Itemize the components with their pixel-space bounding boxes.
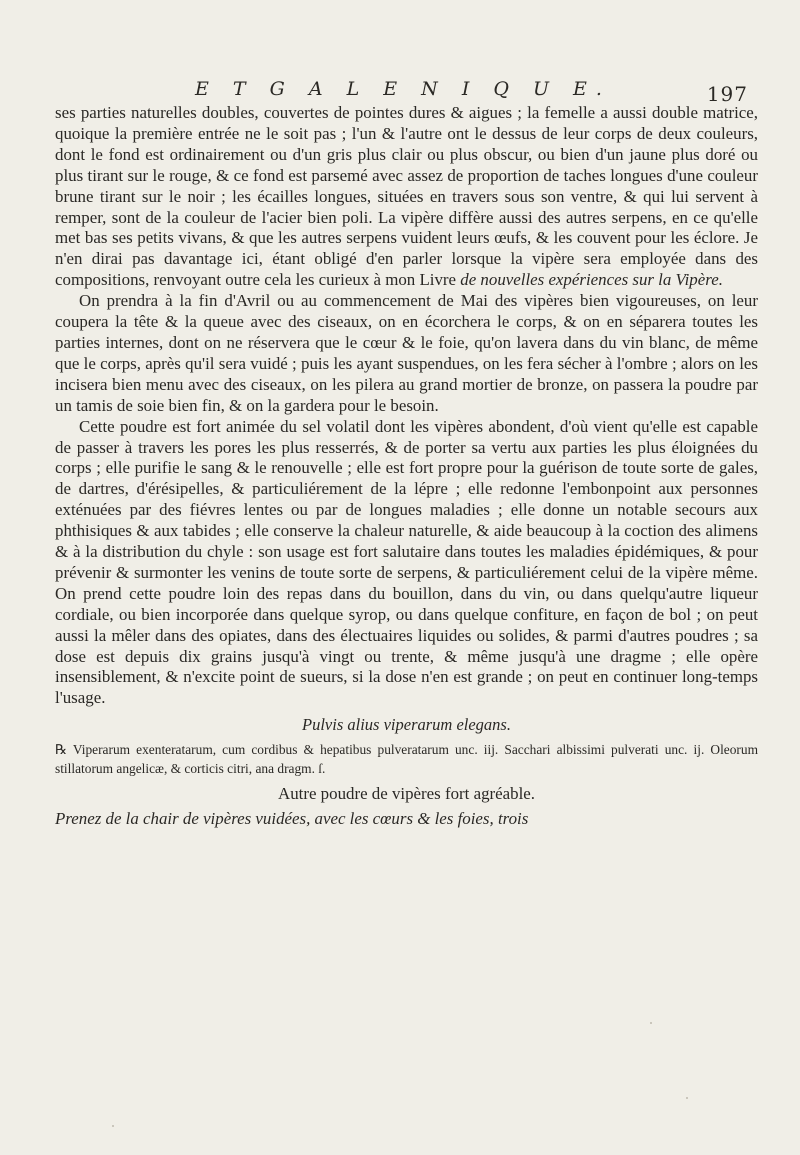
paragraph-text: On prendra à la fin d'Avril ou au commencement de Mai des vipères bien vigoureuses, on leur coupera la tête & la queue avec des ciseaux, on en écorchera le corps, & on en séparera toutes les parties internes, dont on ne réservera que le cœur & le foie, qu'on lavera dans du vin blanc, de même que le corps, après qu'il sera vuidé ; puis les ayant suspendues, on les fera sécher à l'ombre ; alors on les incisera bien menu avec des ciseaux, on les pilera au grand mortier de bronze, on passera la poudre par un tamis de soie bien fin, & on la gardera pour le besoin. [55, 291, 758, 415]
page-number: 197 [706, 82, 748, 106]
latin-recipe: ℞ Viperarum exenteratarum, cum cordibus & hepatibus pulveratarum unc. iij. Sacchari albissimi pulverati unc. ij. Oleorum stillatorum angelicæ, & corticis citri, ana dragm. ſ. [55, 742, 758, 777]
paragraph-text: Cette poudre est fort animée du sel volatil dont les vipères abondent, d'où vient qu'elle est capable de passer à travers les pores les plus resserrés, & de porter sa vertu aux parties les plus éloignées du corps ; elle purifie le sang & le renouvelle ; elle est fort propre pour la guérison de toute sorte de gales, de dartres, d'érésipelles, & particuliérement de la lépre ; elle redonne l'embonpoint aux personnes exténuées par des fiévres lentes ou par de longues maladies ; elle donne un notable secours aux phthisiques & aux tabides ; elle conserve la chaleur naturelle, & aide beaucoup à la coction des alimens & à la distribution du chyle : son usage est fort salutaire dans toutes les maladies épidémiques, & pour prévenir & surmonter les venins de toute sorte de serpens, & particuliérement celui de la vipère même. On prend cette poudre loin des repas dans du bouillon, dans du vin, ou dans quelqu'autre liqueur cordiale, ou bien incorporée dans quelque syrop, ou dans quelque confiture, en façon de bol ; on peut aussi la mêler dans des opiates, dans des électuaires liquides ou solides, & parmi d'autres poudres ; sa dose est depuis dix grains jusqu'à vingt ou trente, & même jusqu'à une dragme ; elle opère insensiblement, & n'excite point de sueurs, si la dose n'en est grande ; on peut en continuer long-temps l'usage. [55, 416, 758, 708]
body-text [55, 103, 758, 830]
paper-speck [650, 1022, 652, 1024]
paragraph-preparation [55, 291, 758, 416]
paper-speck [686, 1097, 688, 1099]
paper-speck [112, 1125, 114, 1127]
paragraph-virtues [55, 417, 758, 710]
paragraph-text: ses parties naturelles doubles, couvertes de pointes dures & aigues ; la femelle a aussi double matrice, quoique la première entrée ne le soit pas ; l'un & l'autre ont le dessus de leur corps de deux couleurs, dont le fond est ordinairement ou d'un gris plus clair ou plus obscur, ou bien d'un jaune plus doré ou plus tirant sur le rouge, & ce fond est parsemé avec assez de proportion de taches longues d'une couleur brune tirant sur le noir ; les écailles longues, situées en travers sous son ventre, & qui lui servent à remper, sont de la couleur de l'acier bien poli. La vipère diffère aussi des autres serpens, en ce qu'elle met bas ses petits vivans, & que les autres serpens vuident leurs œufs, & les couvent pour les éclore. Je n'en dirai pas davantage ici, étant obligé d'en parler lorsque la vipère sera employée dans des compositions, renvoyant outre cela les curieux à mon Livre [55, 103, 758, 290]
latin-title: Pulvis alius viperarum elegans. [302, 715, 511, 735]
running-head: E T G A L E N I Q U E. [195, 78, 611, 100]
last-line: Prenez de la chair de vipères vuidées, avec les cœurs & les foies, trois [55, 809, 529, 829]
book-reference: de nouvelles expériences sur la Vipère. [460, 270, 723, 290]
french-title: Autre poudre de vipères fort agréable. [278, 784, 535, 804]
page-header [0, 78, 800, 104]
paragraph-anatomy [55, 103, 758, 291]
